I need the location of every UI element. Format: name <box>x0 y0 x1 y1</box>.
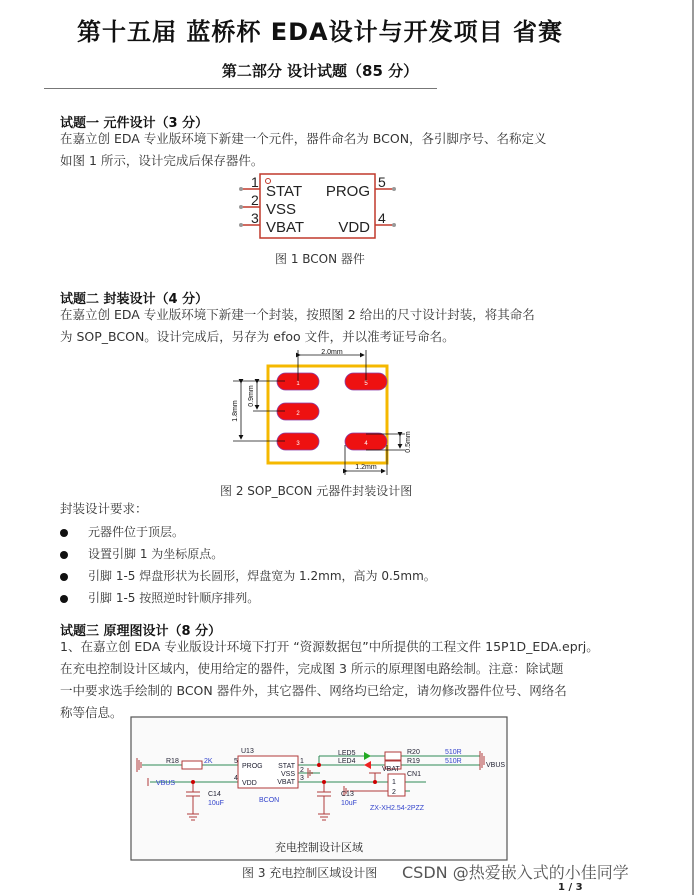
dim-right: 0.5mm <box>405 431 412 453</box>
figure3-caption: 图 3 充电控制区域设计图 <box>242 866 378 880</box>
q3-line3: 一中要求选手绘制的 BCON 器件外，其它器件、网络均已给定，请勿修改器件位号、网络名 <box>60 683 567 698</box>
q3-line1: 1、在嘉立创 EDA 专业版设计环境下打开 “资源数据包”中所提供的工程文件 15P1D_EDA.eprj。 <box>60 639 599 654</box>
schematic-figure <box>130 716 508 861</box>
pin-num-2: 2 <box>251 192 259 208</box>
q1-line2: 如图 1 所示，设计完成后保存器件。 <box>60 153 264 168</box>
pad-4 <box>345 433 387 450</box>
q3-line4: 称等信息。 <box>60 705 123 720</box>
q3-line2: 在充电控制设计区域内，使用给定的器件，完成图 3 所示的原理图电路绘制。注意：除试题 <box>60 661 564 676</box>
dim-top: 2.0mm <box>321 349 343 356</box>
r19-value: 510R <box>445 758 462 765</box>
footprint-figure <box>225 345 435 480</box>
u13-vss: VSS <box>280 771 295 778</box>
bullet-icon <box>60 573 68 581</box>
figure1-caption: 图 1 BCON 器件 <box>275 252 365 266</box>
dim-left-inner: 0.9mm <box>248 385 255 407</box>
cn1-label: CN1 <box>407 771 422 778</box>
dim-left-outer: 1.8mm <box>232 400 239 422</box>
junction-dot <box>317 763 321 767</box>
watermark: CSDN @热爱嵌入式的小佳同学 <box>402 863 629 882</box>
bullet-icon <box>60 529 68 537</box>
r18-label: R18 <box>166 758 179 765</box>
vbus-left-label: VBUS <box>156 780 176 787</box>
svg-text:5: 5 <box>234 758 238 765</box>
requirement-item: 引脚 1-5 按照逆时针顺序排列。 <box>60 589 259 606</box>
c14-label: C14 <box>208 791 221 798</box>
vbus-right-label: VBUS <box>486 762 506 769</box>
design-area-label: 充电控制设计区域 <box>275 842 363 854</box>
cn1-connector <box>388 774 405 796</box>
r18-value: 2K <box>204 758 213 765</box>
vbat-net-label: VBAT <box>382 766 400 773</box>
u13-prog: PROG <box>242 763 263 770</box>
r20-value: 510R <box>445 749 462 756</box>
svg-text:3: 3 <box>296 441 300 447</box>
design-area-frame <box>131 717 507 860</box>
c13-value: 10uF <box>341 800 357 807</box>
svg-text:2: 2 <box>300 767 304 774</box>
pin-name-prog: PROG <box>325 183 370 200</box>
pin-num-5: 5 <box>378 174 386 190</box>
led5-label: LED5 <box>338 750 356 757</box>
junction-dot <box>322 780 326 784</box>
requirements-title: 封装设计要求： <box>60 501 148 516</box>
q2-heading: 试题二 封装设计（4 分） <box>60 292 209 307</box>
led4-label: LED4 <box>338 758 356 765</box>
r18-resistor <box>182 761 202 769</box>
bcon-label: BCON <box>259 797 280 804</box>
u13-stat: STAT <box>278 763 295 770</box>
pad-2 <box>277 403 319 420</box>
junction-dot <box>191 780 195 784</box>
pin-name-vss: VSS <box>266 201 297 218</box>
pin-num-1: 1 <box>251 174 259 190</box>
pin-name-stat: STAT <box>266 183 303 200</box>
svg-text:4: 4 <box>234 775 238 782</box>
junction-dot <box>373 780 377 784</box>
u13-vbat: VBAT <box>277 779 295 786</box>
svg-text:1: 1 <box>296 381 300 387</box>
svg-text:2: 2 <box>296 411 300 417</box>
pin-num-3: 3 <box>251 210 259 226</box>
svg-text:1: 1 <box>392 779 396 786</box>
c14-value: 10uF <box>208 800 224 807</box>
pin-name-vdd: VDD <box>338 219 370 236</box>
r19-label: R19 <box>407 758 420 765</box>
requirement-item: 元器件位于顶层。 <box>60 523 184 540</box>
q2-line2: 为 SOP_BCON。设计完成后，另存为 efoo 文件，并以准考证号命名。 <box>60 329 455 344</box>
bullet-icon <box>60 551 68 559</box>
q3-heading: 试题三 原理图设计（8 分） <box>60 624 222 639</box>
cn1-part: ZX-XH2.54-2PZZ <box>370 805 425 812</box>
page-number: 1 / 3 <box>558 882 583 893</box>
bullet-icon <box>60 595 68 603</box>
u13-vdd: VDD <box>242 780 257 787</box>
pad-3 <box>277 433 319 450</box>
q2-line1: 在嘉立创 EDA 专业版环境下新建一个封装，按照图 2 给出的尺寸设计封装，将其命名 <box>60 307 535 322</box>
q1-line1: 在嘉立创 EDA 专业版环境下新建一个元件，器件命名为 BCON，各引脚序号、名称定义 <box>60 131 547 146</box>
figure2-caption: 图 2 SOP_BCON 元器件封装设计图 <box>220 484 413 498</box>
r20-resistor <box>385 752 401 760</box>
document-title: 第十五届 蓝桥杯 EDA设计与开发项目 省赛 <box>77 18 563 46</box>
u13-label: U13 <box>241 748 254 755</box>
svg-text:5: 5 <box>364 381 368 387</box>
svg-text:3: 3 <box>300 775 304 782</box>
requirement-item: 设置引脚 1 为坐标原点。 <box>60 545 223 562</box>
pin-num-4: 4 <box>378 210 386 226</box>
pin-name-vbat: VBAT <box>266 219 305 236</box>
title-divider <box>44 88 437 89</box>
dim-bottom: 1.2mm <box>355 464 377 471</box>
bcon-symbol-figure <box>230 170 410 242</box>
r20-label: R20 <box>407 749 420 756</box>
q1-heading: 试题一 元件设计（3 分） <box>60 116 209 131</box>
svg-text:1: 1 <box>300 758 304 765</box>
c13-label: C13 <box>341 791 354 798</box>
document-subtitle: 第二部分 设计试题（85 分） <box>221 62 419 80</box>
svg-text:4: 4 <box>364 441 368 447</box>
svg-text:2: 2 <box>392 789 396 796</box>
requirement-item: 引脚 1-5 焊盘形状为长圆形，焊盘宽为 1.2mm，高为 0.5mm。 <box>60 567 436 584</box>
